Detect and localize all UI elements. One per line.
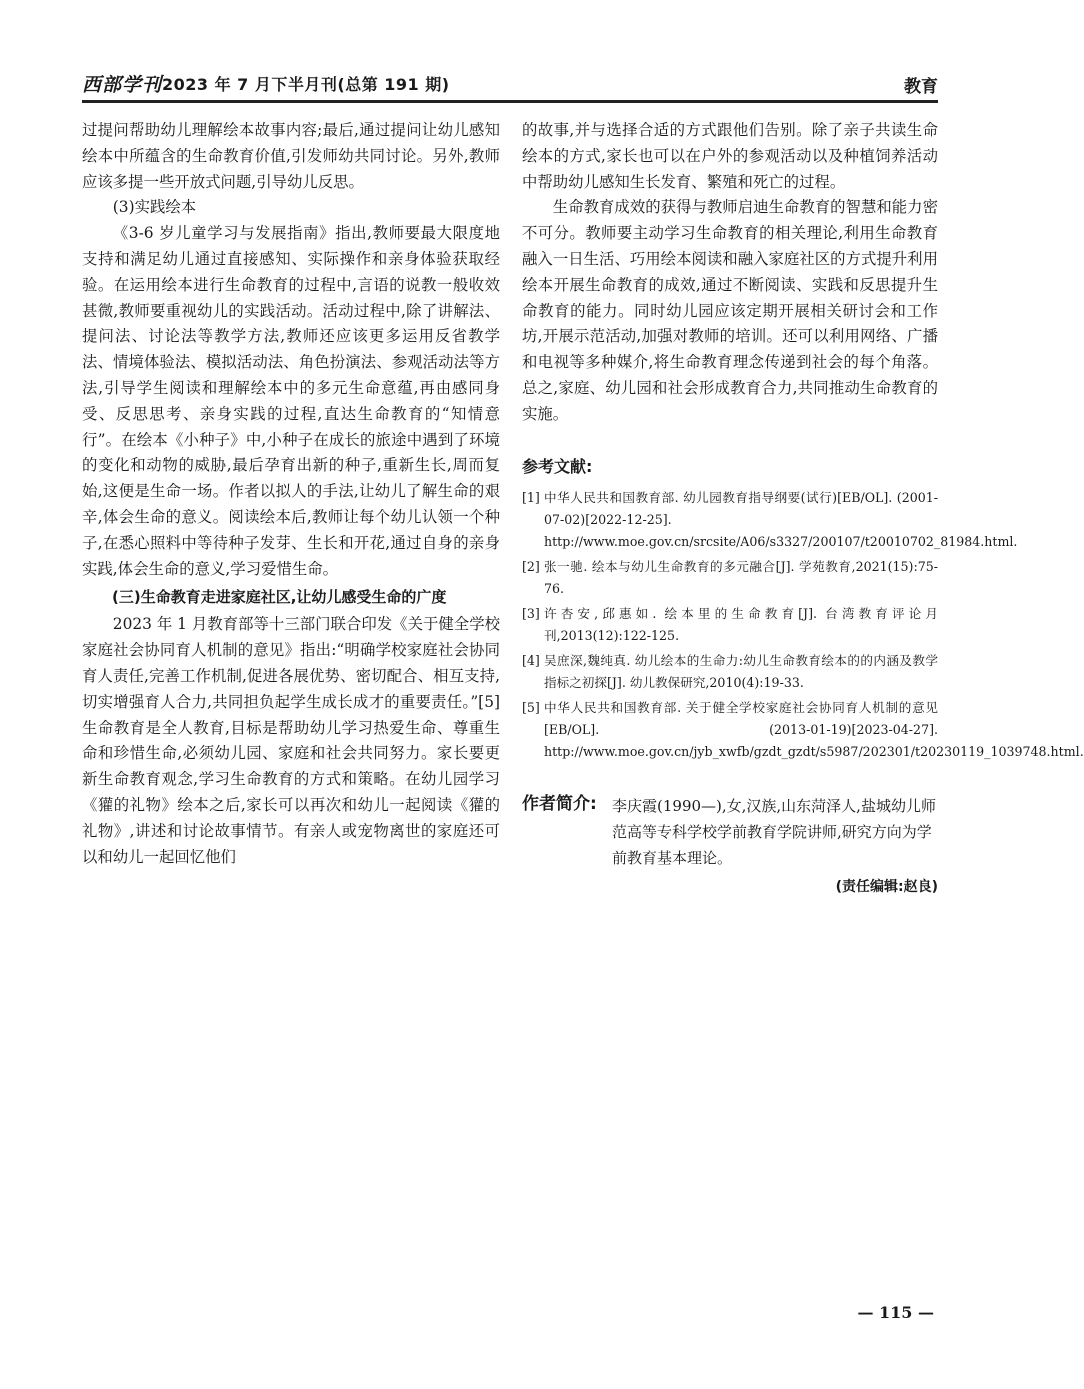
section-heading: (三)生命教育走进家庭社区,让幼儿感受生命的广度: [112, 588, 447, 607]
reference-item: [522, 650, 938, 694]
body-paragraph: 的故事,并与选择合适的方式跟他们告别。除了亲子共读生命绘本的方式,家长也可以在户外的参观活动以及种植饲养活动中帮助幼儿感知生长发育、繁殖和死亡的过程。: [522, 121, 938, 191]
reference-text: 中华人民共和国教育部. 关于健全学校家庭社会协同育人机制的意见[EB/OL]. (2013-01-19)[2023-04-27]. http://www.moe.gov.cn/jyb_xwfb/gzdt_gzdt/s5987/202301/t20230119_1039748.html.: [544, 700, 1084, 760]
right-column: [522, 118, 1084, 901]
reference-number: [3]: [522, 606, 540, 622]
reference-text: 许杏安,邱惠如. 绘本里的生命教育[J]. 台湾教育评论月刊,2013(12):122-125.: [544, 606, 938, 644]
reference-item: [522, 697, 1084, 763]
body-paragraph: 《3-6 岁儿童学习与发展指南》指出,教师要最大限度地支持和满足幼儿通过直接感知、实际操作和亲身体验获取经验。在运用绘本进行生命教育的过程中,言语的说教一般收效甚微,教师要重视幼儿的实践活动。活动过程中,除了讲解法、提问法、讨论法等教学方法,教师还应该更多运用反省教学法、情境体验法、模拟活动法、角色扮演法、参观活动法等方法,引导学生阅读和理解绘本中的多元生命意蕴,再由感同身受、反思思考、亲身实践的过程,直达生命教育的“知情意行”。在绘本《小种子》中,小种子在成长的旅途中遇到了环境的变化和动物的威胁,最后孕育出新的种子,重新生长,周而复始,这便是生命一场。作者以拟人的手法,让幼儿了解生命的艰辛,体会生命的意义。阅读绘本后,教师让每个幼儿认领一个种子,在悉心照料中等待种子发芽、生长和开花,通过自身的亲身实践,体会生命的意义,学习爱惜生命。: [82, 224, 500, 578]
reference-item: [522, 556, 938, 600]
references-title: 参考文献:: [522, 456, 593, 476]
page-number: — 115 —: [857, 1303, 934, 1322]
issue-info: 2023 年 7 月下半月刊(总第 191 期): [162, 75, 450, 94]
subsection-heading: (3)实践绘本: [112, 198, 197, 217]
author-label: 作者简介:: [522, 794, 597, 815]
reference-text: 张一驰. 绘本与幼儿生命教育的多元融合[J]. 学苑教育,2021(15):75-76.: [544, 559, 938, 597]
body-paragraph: 过提问帮助幼儿理解绘本故事内容;最后,通过提问让幼儿感知绘本中所蕴含的生命教育价值,引发师幼共同讨论。另外,教师应该多提一些开放式问题,引导幼儿反思。: [82, 121, 500, 191]
section-name: 教育: [904, 77, 938, 97]
body-paragraph: 生命教育成效的获得与教师启迪生命教育的智慧和能力密不可分。教师要主动学习生命教育的相关理论,利用生命教育融入一日生活、巧用绘本阅读和融入家庭社区的方式提升利用绘本开展生命教育的成效,通过不断阅读、实践和反思提升生命教育的能力。同时幼儿园应该定期开展相关研讨会和工作坊,开展示范活动,加强对教师的培训。还可以利用网络、广播和电视等多种媒介,将生命教育理念传递到社会的每个角落。总之,家庭、幼儿园和社会形成教育合力,共同推动生命教育的实施。: [522, 198, 938, 423]
author-text: 李庆霞(1990—),女,汉族,山东菏泽人,盐城幼儿师范高等专科学校学前教育学院讲师,研究方向为学前教育基本理论。: [612, 797, 936, 868]
journal-logo: 西部学刊: [82, 74, 163, 96]
reference-number: [2]: [522, 559, 540, 575]
reference-number: [1]: [522, 490, 540, 506]
reference-text: 中华人民共和国教育部. 幼儿园教育指导纲要(试行)[EB/OL]. (2001-07-02)[2022-12-25]. http://www.moe.gov.cn/srcsite/A06/s3327/200107/t20010702_81984.html.: [544, 490, 1018, 550]
reference-text: 吴庶深,魏纯真. 幼儿绘本的生命力:幼儿生命教育绘本的的内涵及教学指标之初探[J]. 幼儿教保研究,2010(4):19-33.: [544, 653, 938, 691]
body-paragraph: 2023 年 1 月教育部等十三部门联合印发《关于健全学校家庭社会协同育人机制的意见》指出:“明确学校家庭社会协同育人责任,完善工作机制,促进各展优势、密切配合、相互支持,切实增强育人合力,共同担负起学生成长成才的重要责任。”[5]生命教育是全人教育,目标是帮助幼儿学习热爱生命、尊重生命和珍惜生命,必须幼儿园、家庭和社会共同努力。家长要更新生命教育观念,学习生命教育的方式和策略。在幼儿园学习《獾的礼物》绘本之后,家长可以再次和幼儿一起阅读《獾的礼物》,讲述和讨论故事情节。有亲人或宠物离世的家庭还可以和幼儿一起回忆他们: [82, 615, 500, 866]
reference-number: [5]: [522, 700, 540, 716]
author-bio: [522, 793, 938, 871]
reference-number: [4]: [522, 653, 540, 669]
editor-credit: (责任编辑:赵良): [835, 879, 938, 896]
reference-item: [522, 487, 1018, 553]
reference-item: [522, 603, 938, 647]
page-header: [82, 64, 938, 103]
references-list: [522, 487, 1084, 763]
left-column: [82, 118, 500, 870]
